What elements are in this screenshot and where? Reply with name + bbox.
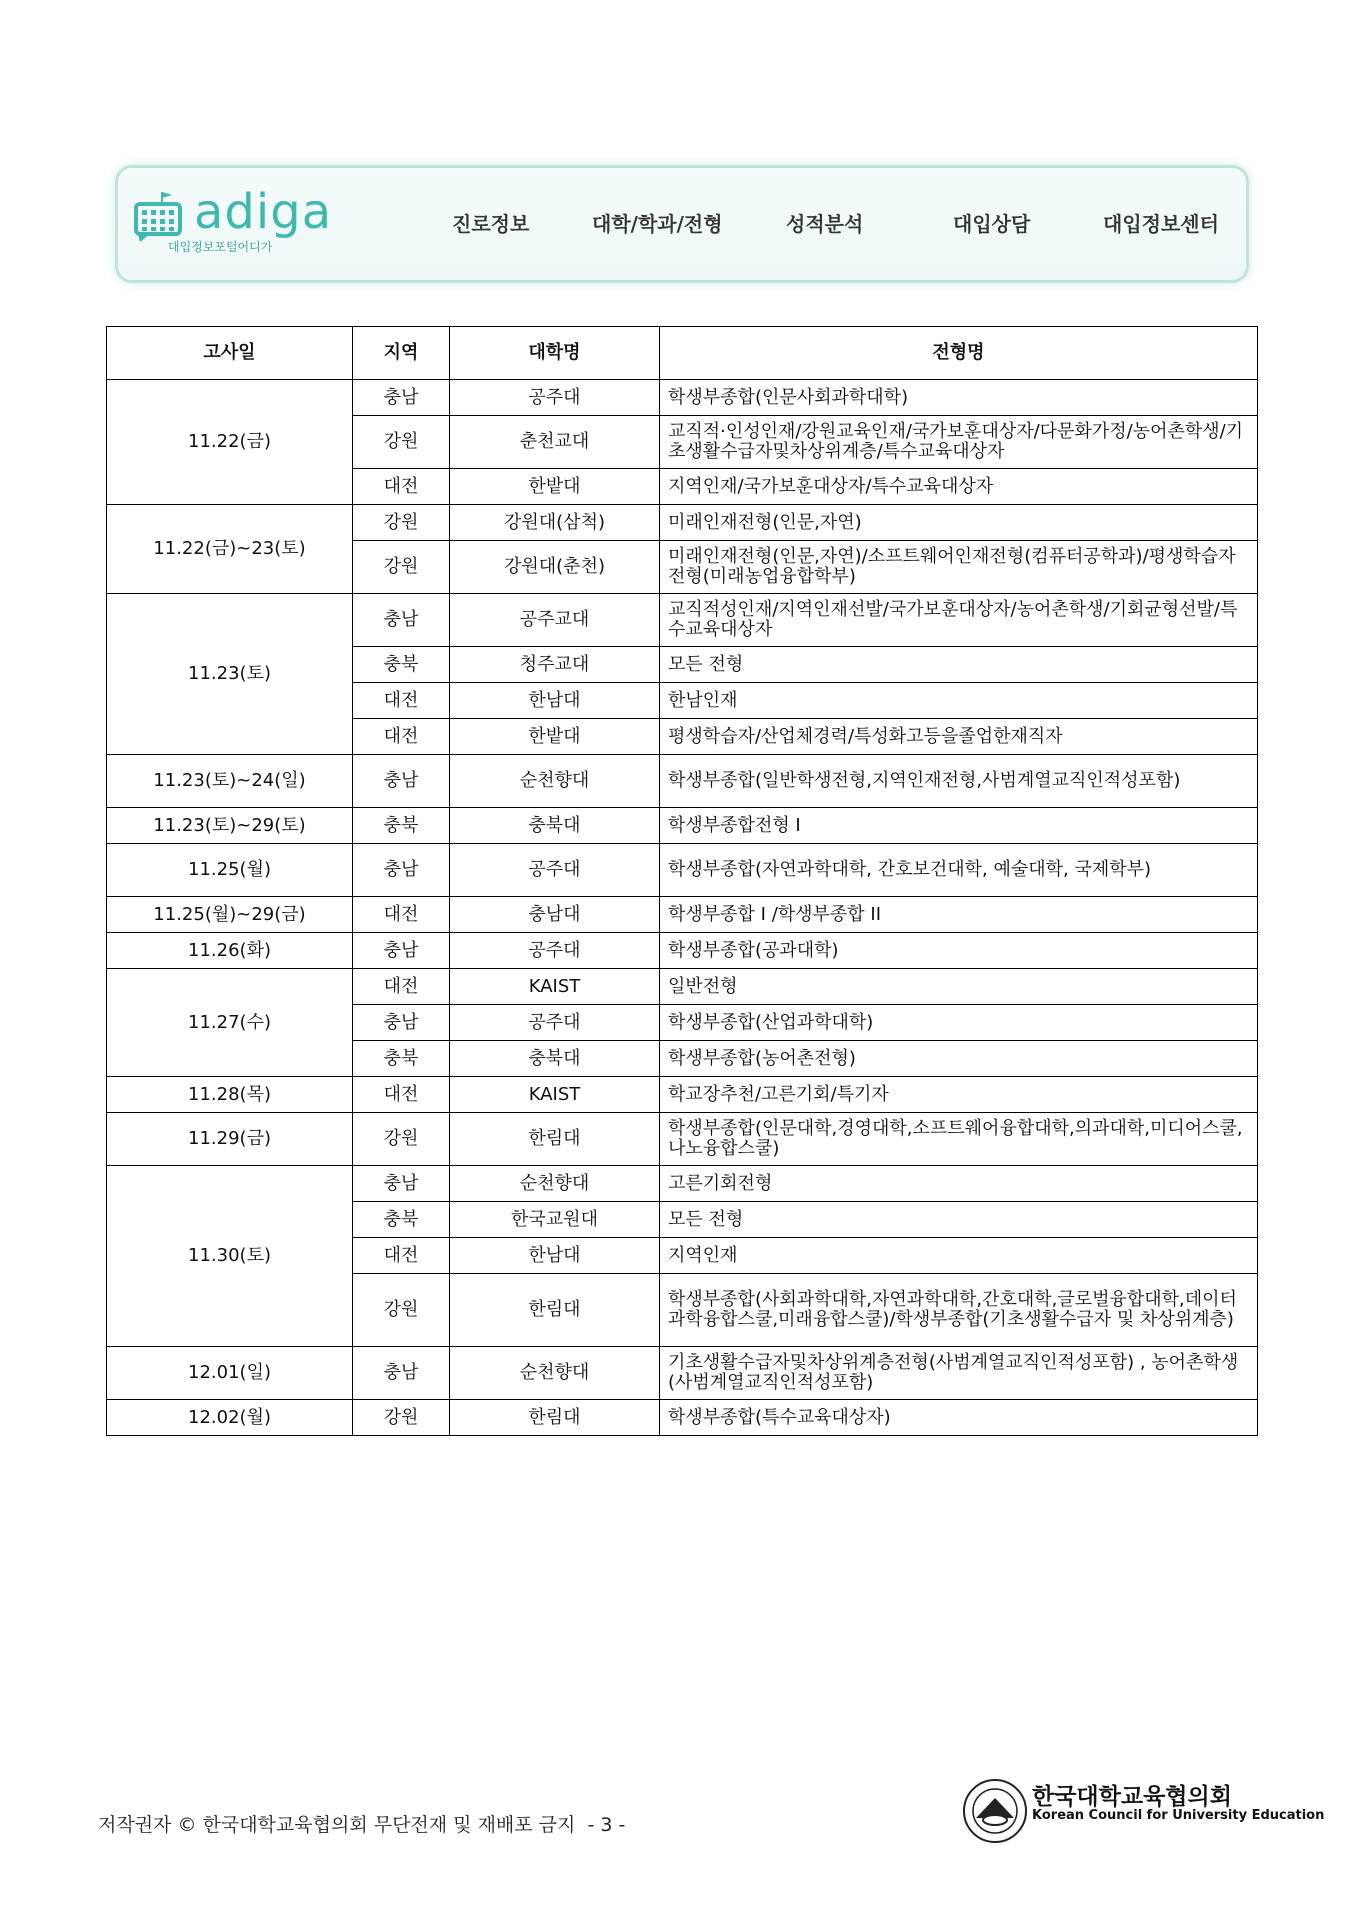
- admission-type-cell: 기초생활수급자및차상위계층전형(사범계열교직인적성포함) , 농어촌학생(사범계열교직인적성포함): [660, 1347, 1258, 1400]
- university-cell: 강원대(삼척): [450, 505, 660, 541]
- admission-type-cell: 학생부종합(인문사회과학대학): [660, 380, 1258, 416]
- admission-type-cell: 학생부종합(사회과학대학,자연과학대학,간호대학,글로벌융합대학,데이터과학융합스쿨,미래융합스쿨)/학생부종합(기초생활수급자 및 차상위계층): [660, 1274, 1258, 1347]
- admission-type-cell: 미래인재전형(인문,자연): [660, 505, 1258, 541]
- university-cell: 한림대: [450, 1400, 660, 1436]
- table-row: [107, 505, 1258, 541]
- table-row: [107, 1400, 1258, 1436]
- admission-type-cell: 학생부종합(특수교육대상자): [660, 1400, 1258, 1436]
- admission-type-cell: 고른기회전형: [660, 1166, 1258, 1202]
- university-cell: 춘천교대: [450, 416, 660, 469]
- region-cell: 충남: [353, 380, 450, 416]
- date-cell: 11.28(목): [107, 1077, 353, 1113]
- region-cell: 충남: [353, 755, 450, 808]
- table-row: [107, 755, 1258, 808]
- admission-type-cell: 학생부종합(인문대학,경영대학,소프트웨어융합대학,의과대학,미디어스쿨,나노융합스쿨): [660, 1113, 1258, 1166]
- date-cell: 11.22(금): [107, 380, 353, 505]
- region-cell: 강원: [353, 416, 450, 469]
- region-cell: 대전: [353, 1238, 450, 1274]
- exam-schedule-table: [106, 326, 1258, 1436]
- region-cell: 충북: [353, 1202, 450, 1238]
- university-cell: 한국교원대: [450, 1202, 660, 1238]
- header-exam-date: 고사일: [107, 327, 353, 380]
- admission-type-cell: 학교장추천/고른기회/특기자: [660, 1077, 1258, 1113]
- university-cell: 한남대: [450, 1238, 660, 1274]
- university-cell: 공주대: [450, 844, 660, 897]
- university-cell: 충북대: [450, 808, 660, 844]
- admission-type-cell: 학생부종합(자연과학대학, 간호보건대학, 예술대학, 국제학부): [660, 844, 1258, 897]
- nav-career-info[interactable]: 진로정보: [452, 212, 530, 236]
- region-cell: 대전: [353, 719, 450, 755]
- kcue-seal-icon: [962, 1778, 1028, 1844]
- university-cell: 한림대: [450, 1113, 660, 1166]
- header-admission-type: 전형명: [660, 327, 1258, 380]
- logo-wordmark: adiga: [194, 184, 333, 240]
- admission-type-cell: 교직적·인성인재/강원교육인재/국가보훈대상자/다문화가정/농어촌학생/기초생활수급자및차상위계층/특수교육대상자: [660, 416, 1258, 469]
- org-name-korean: 한국대학교육협의회: [1032, 1784, 1232, 1810]
- admission-type-cell: 학생부종합(농어촌전형): [660, 1041, 1258, 1077]
- date-cell: 11.23(토)~24(일): [107, 755, 353, 808]
- admission-type-cell: 한남인재: [660, 683, 1258, 719]
- university-cell: 순천향대: [450, 1166, 660, 1202]
- region-cell: 충북: [353, 647, 450, 683]
- date-cell: 11.25(월)~29(금): [107, 897, 353, 933]
- university-cell: 공주대: [450, 1005, 660, 1041]
- region-cell: 강원: [353, 505, 450, 541]
- university-cell: 공주대: [450, 380, 660, 416]
- region-cell: 충남: [353, 1347, 450, 1400]
- nav-univ-dept-admission[interactable]: 대학/학과/전형: [592, 212, 723, 236]
- region-cell: 강원: [353, 1113, 450, 1166]
- university-cell: KAIST: [450, 969, 660, 1005]
- logo-subtitle: 대입정보포털어디가: [168, 240, 273, 254]
- date-cell: 11.26(화): [107, 933, 353, 969]
- date-cell: 11.25(월): [107, 844, 353, 897]
- admission-type-cell: 학생부종합(일반학생전형,지역인재전형,사범계열교직인적성포함): [660, 755, 1258, 808]
- university-cell: KAIST: [450, 1077, 660, 1113]
- table-row: [107, 1077, 1258, 1113]
- admission-type-cell: 모든 전형: [660, 1202, 1258, 1238]
- nav-grade-analysis[interactable]: 성적분석: [786, 212, 864, 236]
- region-cell: 충남: [353, 933, 450, 969]
- table-header-row: [107, 327, 1258, 380]
- admission-type-cell: 학생부종합 I /학생부종합 II: [660, 897, 1258, 933]
- header-region: 지역: [353, 327, 450, 380]
- university-cell: 한밭대: [450, 719, 660, 755]
- university-cell: 순천향대: [450, 755, 660, 808]
- region-cell: 충남: [353, 1005, 450, 1041]
- university-cell: 한남대: [450, 683, 660, 719]
- date-cell: 11.29(금): [107, 1113, 353, 1166]
- region-cell: 충남: [353, 1166, 450, 1202]
- date-cell: 11.23(토)~29(토): [107, 808, 353, 844]
- university-cell: 청주교대: [450, 647, 660, 683]
- university-cell: 공주교대: [450, 594, 660, 647]
- admission-type-cell: 모든 전형: [660, 647, 1258, 683]
- table-row: [107, 1347, 1258, 1400]
- admission-type-cell: 지역인재: [660, 1238, 1258, 1274]
- region-cell: 충북: [353, 1041, 450, 1077]
- date-cell: 12.01(일): [107, 1347, 353, 1400]
- nav-admission-info-center[interactable]: 대입정보센터: [1103, 212, 1219, 236]
- nav-admission-consulting[interactable]: 대입상담: [953, 212, 1031, 236]
- table-row: [107, 969, 1258, 1005]
- header-university: 대학명: [450, 327, 660, 380]
- region-cell: 대전: [353, 469, 450, 505]
- date-cell: 11.27(수): [107, 969, 353, 1077]
- admission-type-cell: 학생부종합(공과대학): [660, 933, 1258, 969]
- university-cell: 한밭대: [450, 469, 660, 505]
- region-cell: 대전: [353, 1077, 450, 1113]
- region-cell: 강원: [353, 1274, 450, 1347]
- date-cell: 11.30(토): [107, 1166, 353, 1347]
- date-cell: 11.23(토): [107, 594, 353, 755]
- admission-type-cell: 학생부종합전형 I: [660, 808, 1258, 844]
- site-banner: [118, 168, 1246, 280]
- region-cell: 강원: [353, 541, 450, 594]
- admission-type-cell: 미래인재전형(인문,자연)/소프트웨어인재전형(컴퓨터공학과)/평생학습자전형(미래농업융합학부): [660, 541, 1258, 594]
- region-cell: 충남: [353, 594, 450, 647]
- admission-type-cell: 평생학습자/산업체경력/특성화고등을졸업한재직자: [660, 719, 1258, 755]
- adiga-logo[interactable]: [132, 184, 352, 260]
- table-row: [107, 380, 1258, 416]
- region-cell: 대전: [353, 683, 450, 719]
- table-row: [107, 1166, 1258, 1202]
- table-row: [107, 594, 1258, 647]
- admission-type-cell: 교직적성인재/지역인재선발/국가보훈대상자/농어촌학생/기회균형선발/특수교육대상자: [660, 594, 1258, 647]
- region-cell: 대전: [353, 969, 450, 1005]
- region-cell: 강원: [353, 1400, 450, 1436]
- university-cell: 충북대: [450, 1041, 660, 1077]
- table-row: [107, 808, 1258, 844]
- university-cell: 강원대(춘천): [450, 541, 660, 594]
- admission-type-cell: 지역인재/국가보훈대상자/특수교육대상자: [660, 469, 1258, 505]
- copyright-notice: 저작권자 © 한국대학교육협의회 무단전재 및 재배포 금지 - 3 -: [98, 1814, 626, 1836]
- org-name-english: Korean Council for University Education: [1032, 1808, 1325, 1823]
- university-cell: 한림대: [450, 1274, 660, 1347]
- date-cell: 11.22(금)~23(토): [107, 505, 353, 594]
- region-cell: 충남: [353, 844, 450, 897]
- region-cell: 대전: [353, 897, 450, 933]
- date-cell: 12.02(월): [107, 1400, 353, 1436]
- table-row: [107, 1113, 1258, 1166]
- table-row: [107, 844, 1258, 897]
- admission-type-cell: 일반전형: [660, 969, 1258, 1005]
- region-cell: 충북: [353, 808, 450, 844]
- table-row: [107, 933, 1258, 969]
- university-cell: 순천향대: [450, 1347, 660, 1400]
- admission-type-cell: 학생부종합(산업과학대학): [660, 1005, 1258, 1041]
- table-row: [107, 897, 1258, 933]
- university-cell: 공주대: [450, 933, 660, 969]
- university-cell: 충남대: [450, 897, 660, 933]
